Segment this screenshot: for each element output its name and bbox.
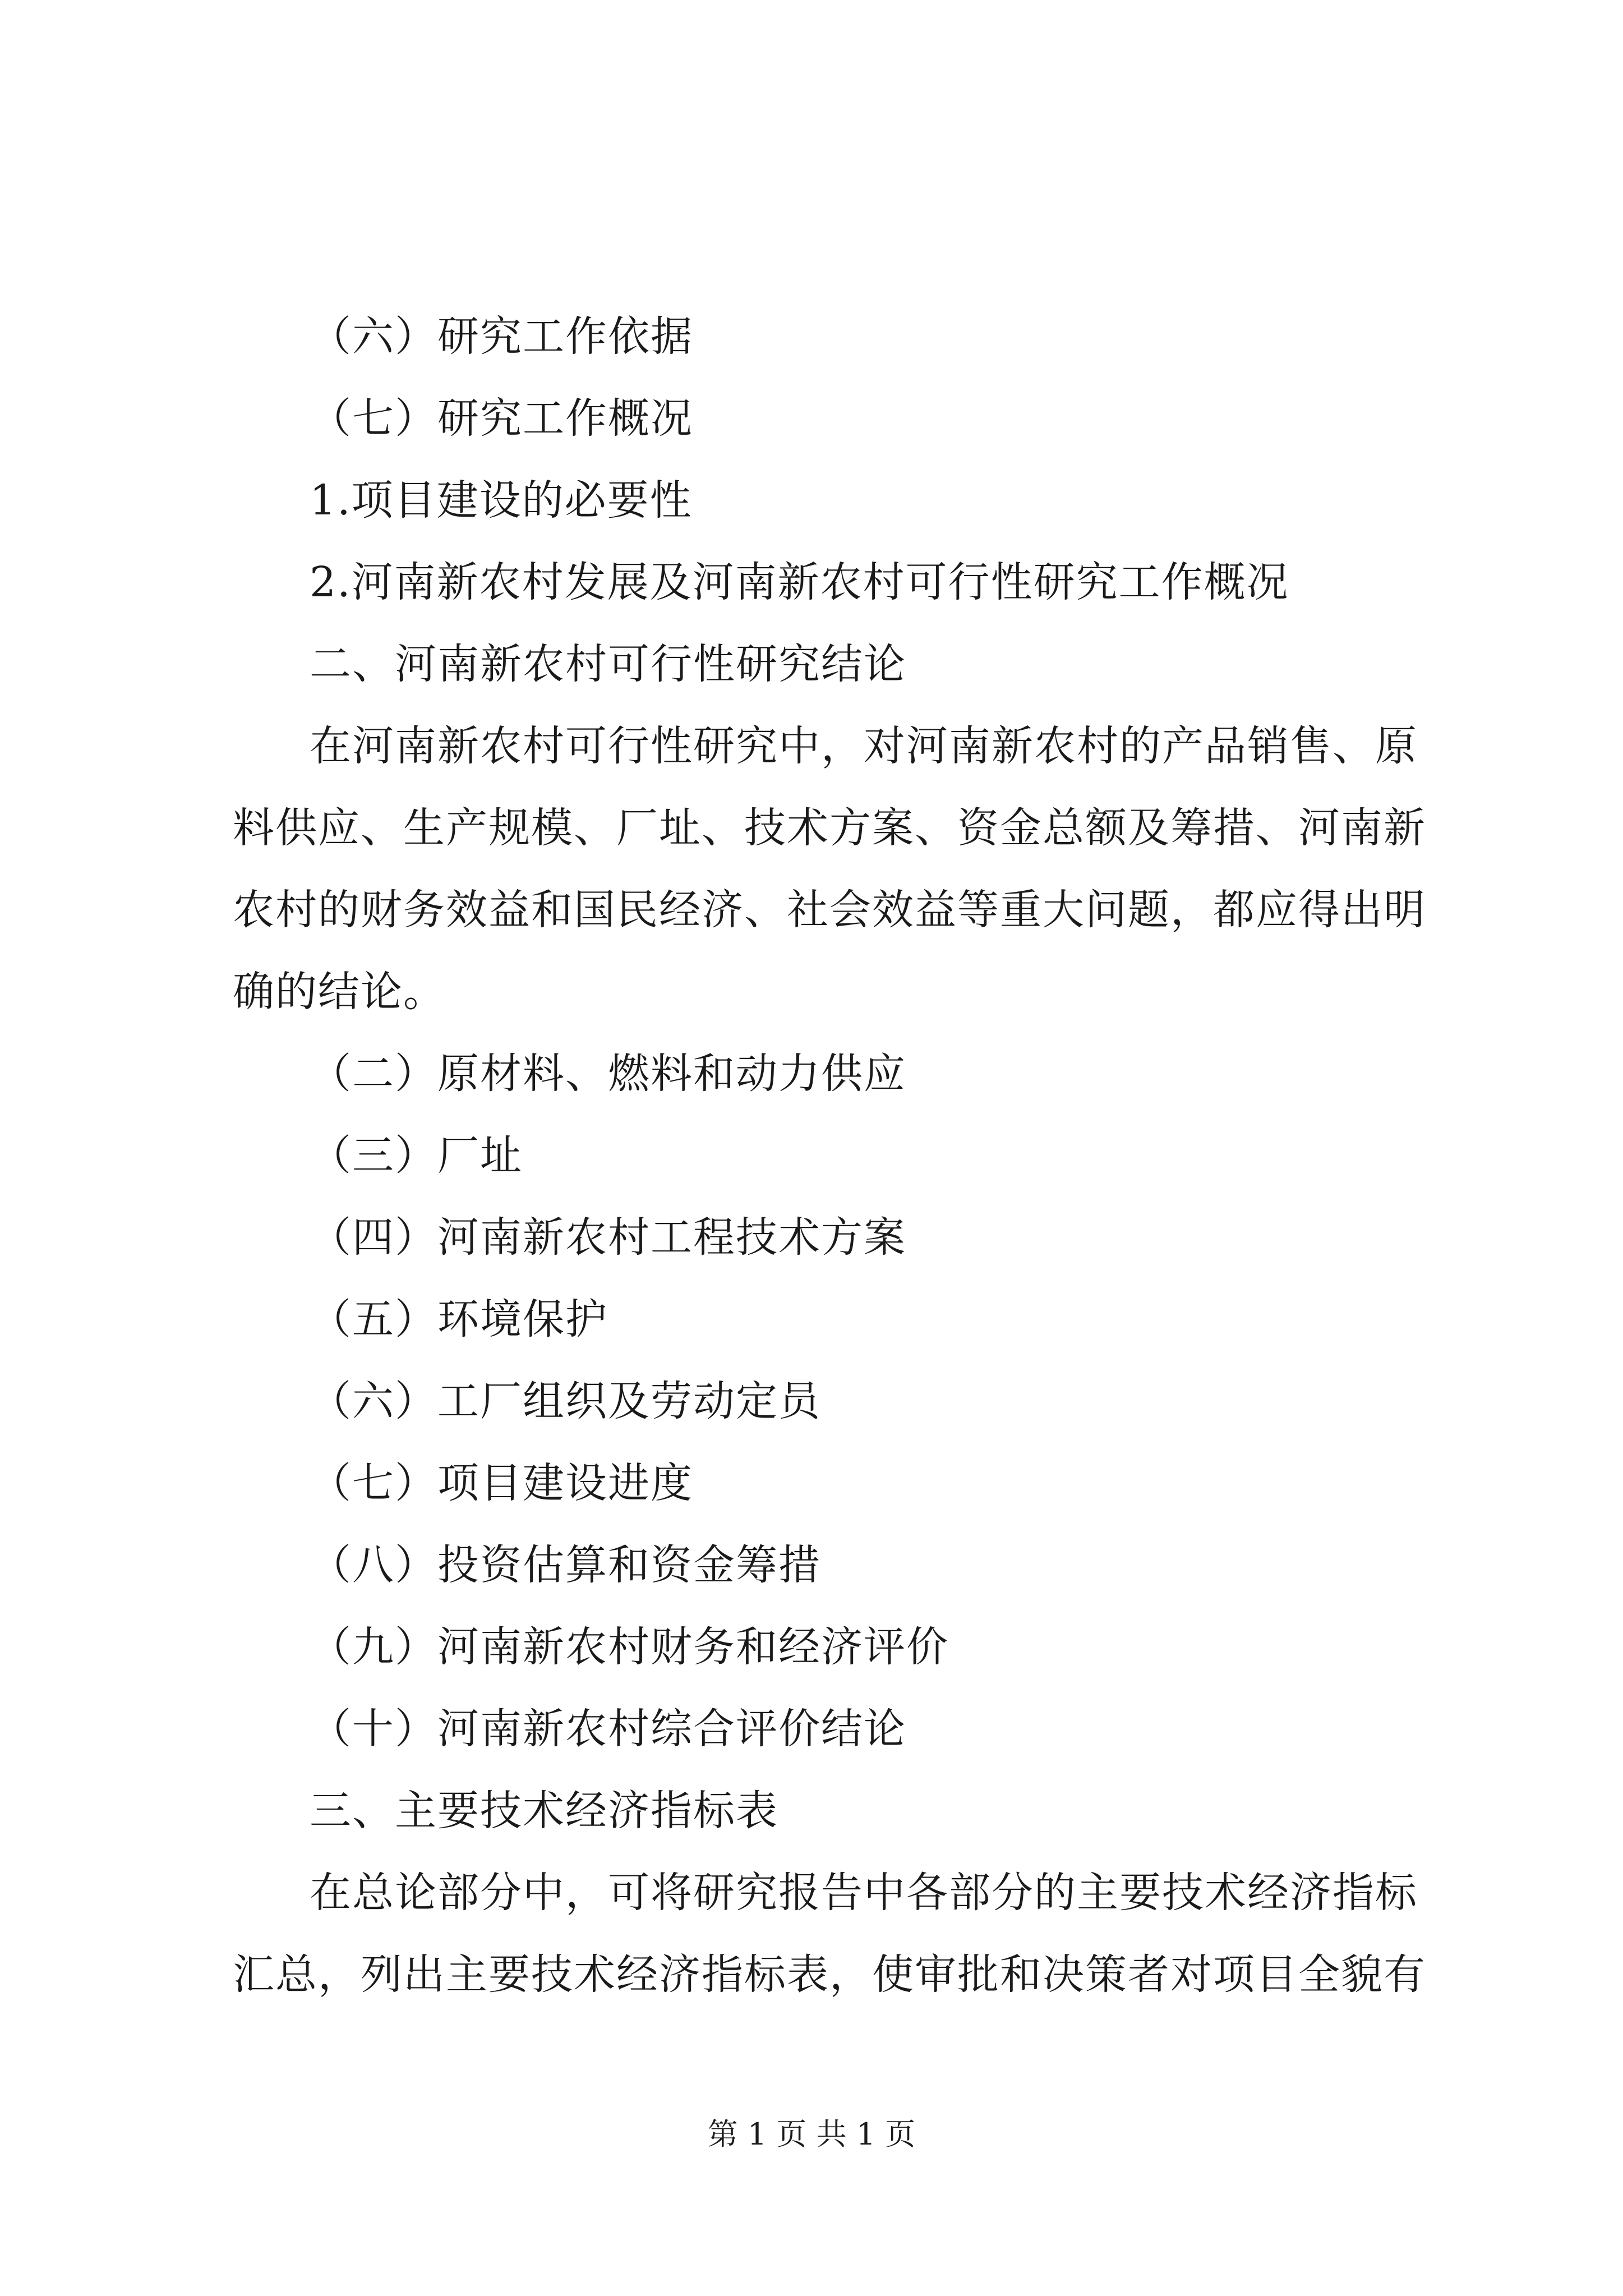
text-line: （七）项目建设进度 <box>310 1459 693 1507</box>
text-line: （十）河南新农村综合评价结论 <box>310 1705 906 1753</box>
text-line: 2.河南新农村发展及河南新农村可行性研究工作概况 <box>310 558 1289 606</box>
text-line: （三）厂址 <box>310 1131 523 1180</box>
text-line: （四）河南新农村工程技术方案 <box>310 1213 906 1262</box>
text-line: （五）环境保护 <box>310 1295 608 1343</box>
text-line: 在总论部分中，可将研究报告中各部分的主要技术经济指标 <box>310 1869 1418 1917</box>
text-line: （六）研究工作依据 <box>310 312 693 361</box>
text-line: （二）原材料、燃料和动力供应 <box>310 1050 906 1098</box>
page-number-footer: 第 1 页 共 1 页 <box>707 2116 916 2152</box>
section-heading: 三、主要技术经济指标表 <box>310 1787 778 1835</box>
text-line: （九）河南新农村财务和经济评价 <box>310 1623 949 1671</box>
text-line: 农村的财务效益和国民经济、社会效益等重大问题，都应得出明 <box>233 886 1426 934</box>
text-line: 在河南新农村可行性研究中，对河南新农村的产品销售、原 <box>310 722 1418 770</box>
text-line: 确的结论。 <box>233 968 446 1016</box>
section-heading: 二、河南新农村可行性研究结论 <box>310 640 906 688</box>
text-line: 汇总，列出主要技术经济指标表，使审批和决策者对项目全貌有 <box>233 1950 1426 1999</box>
text-line: （六）工厂组织及劳动定员 <box>310 1377 821 1425</box>
text-line: 料供应、生产规模、厂址、技术方案、资金总额及筹措、河南新 <box>233 804 1426 852</box>
text-line: 1.项目建设的必要性 <box>310 476 693 524</box>
text-line: （七）研究工作概况 <box>310 394 693 443</box>
text-line: （八）投资估算和资金筹措 <box>310 1541 821 1589</box>
